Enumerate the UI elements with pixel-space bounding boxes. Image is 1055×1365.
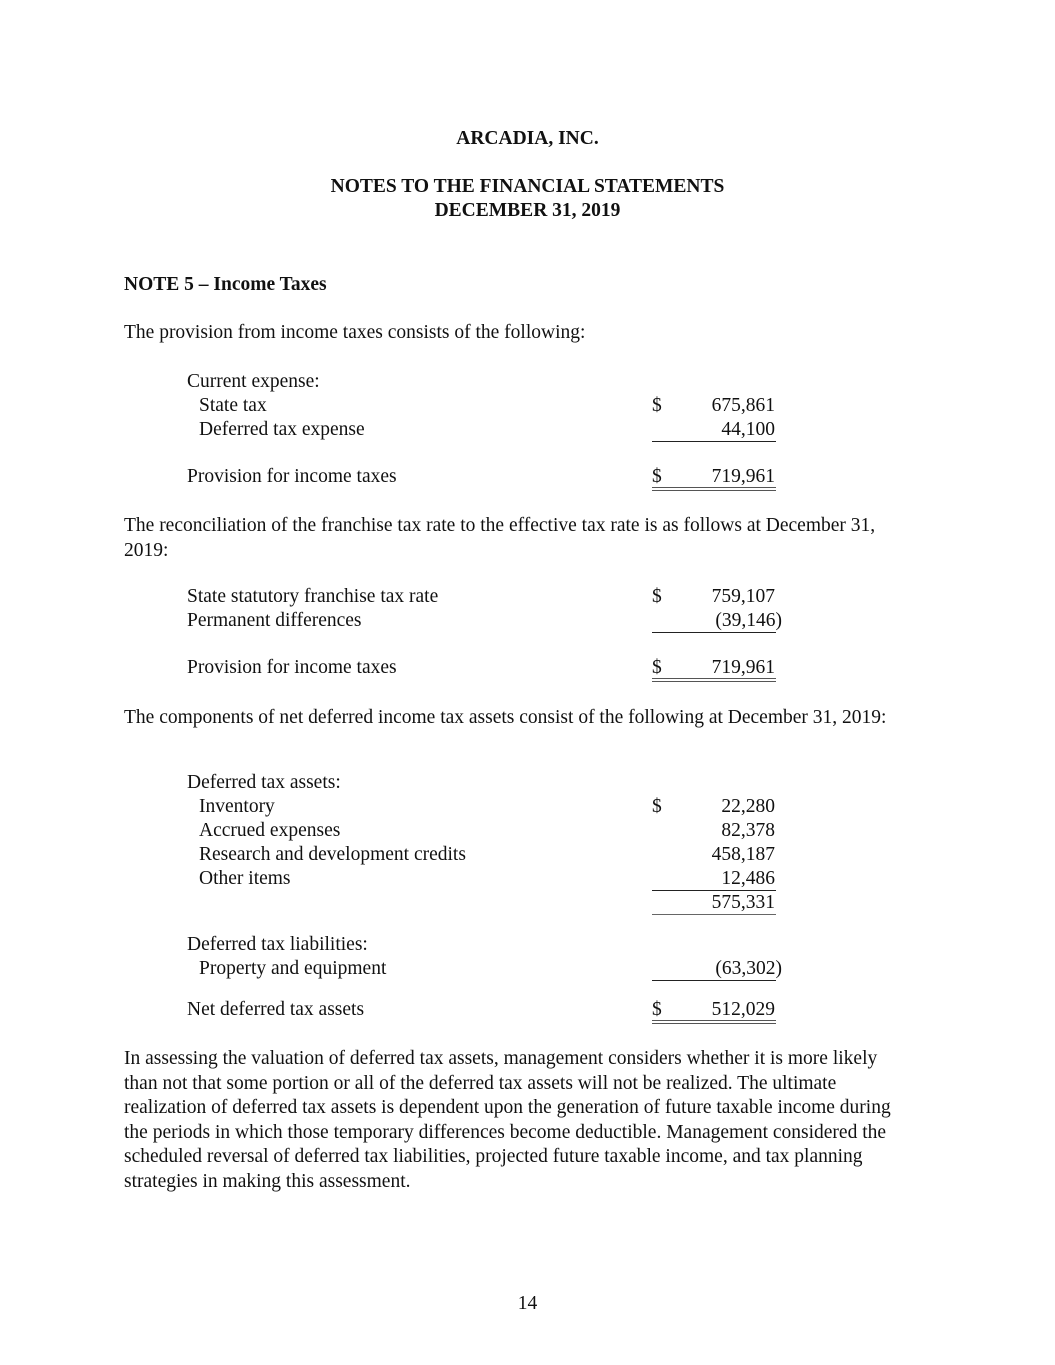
subtotal-rule	[652, 632, 776, 633]
double-rule	[652, 678, 776, 682]
liabilities-group-label: Deferred tax liabilities:	[187, 934, 368, 955]
provision-intro: The provision from income taxes consists of the following:	[124, 322, 586, 343]
double-rule	[652, 1020, 776, 1024]
assets-subtotal: 575,331	[711, 892, 775, 913]
row-value: 759,107	[711, 586, 775, 607]
currency-symbol: $	[652, 466, 662, 487]
closing-paragraph: In assessing the valuation of deferred tax assets, management considers whether it is more likely than not that some portion or all of the deferred tax assets will not be realized. The ultimate realization of deferred tax assets is dependent upon the generation of future taxable income during the periods in which those temporary differences become deductible. Management considered the scheduled reversal of deferred tax liabilities, projected future taxable income, and tax planning strategies in making this assessment.	[124, 1048, 891, 1192]
row-label: State tax	[199, 395, 267, 416]
subtotal-rule	[652, 980, 776, 981]
currency-symbol: $	[652, 586, 662, 607]
total-label: Provision for income taxes	[187, 657, 397, 678]
company-name: ARCADIA, INC.	[456, 128, 599, 149]
document-date: DECEMBER 31, 2019	[434, 200, 621, 221]
total-value: 719,961	[711, 466, 775, 487]
currency-symbol: $	[652, 999, 662, 1020]
row-value: (63,302)	[715, 958, 782, 979]
assets-group-label: Deferred tax assets:	[187, 772, 341, 793]
total-value: 719,961	[711, 657, 775, 678]
total-label: Net deferred tax assets	[187, 999, 365, 1020]
row-label: Deferred tax expense	[199, 419, 365, 440]
row-label: Permanent differences	[187, 610, 362, 631]
row-label: Inventory	[199, 796, 275, 817]
subtotal-rule	[652, 890, 776, 891]
row-label: Research and development credits	[199, 844, 466, 865]
row-value: 12,486	[721, 868, 775, 889]
document-title: NOTES TO THE FINANCIAL STATEMENTS	[330, 176, 725, 197]
row-label: Accrued expenses	[199, 820, 341, 841]
subtotal-rule	[652, 914, 776, 915]
row-value: 458,187	[711, 844, 775, 865]
subtotal-rule	[652, 441, 776, 442]
reconciliation-intro: The reconciliation of the franchise tax rate to the effective tax rate is as follows at December 31, 2019:	[124, 515, 876, 561]
row-label: Other items	[199, 868, 291, 889]
row-label: Property and equipment	[199, 958, 387, 979]
row-value: 675,861	[711, 395, 775, 416]
currency-symbol: $	[652, 796, 662, 817]
row-value: 82,378	[721, 820, 775, 841]
total-label: Provision for income taxes	[187, 466, 397, 487]
deferred-intro: The components of net deferred income tax assets consist of the following at December 31, 2019:	[124, 707, 887, 728]
row-value: (39,146)	[715, 610, 782, 631]
row-value: 44,100	[721, 419, 775, 440]
note-heading: NOTE 5 – Income Taxes	[124, 274, 327, 295]
currency-symbol: $	[652, 395, 662, 416]
double-rule	[652, 487, 776, 491]
page-number: 14	[517, 1293, 538, 1314]
row-label: State statutory franchise tax rate	[187, 586, 439, 607]
total-value: 512,029	[711, 999, 775, 1020]
currency-symbol: $	[652, 657, 662, 678]
group-label: Current expense:	[187, 371, 320, 392]
row-value: 22,280	[721, 796, 775, 817]
